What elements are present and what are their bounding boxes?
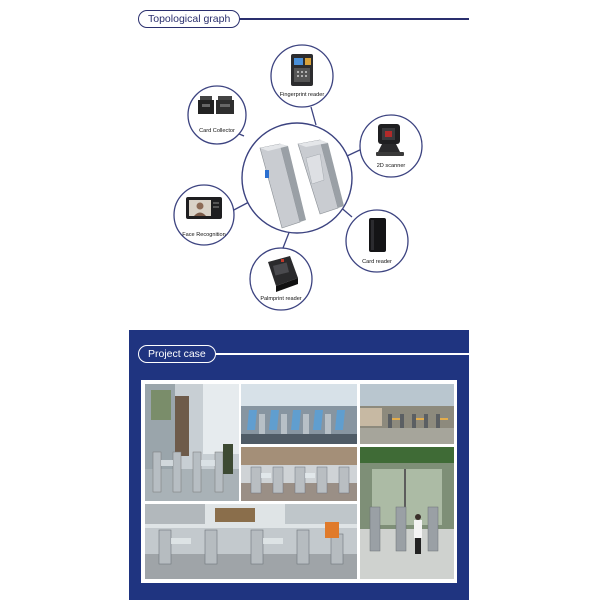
device-card-collector	[188, 86, 246, 144]
card-collector-label: Card Collector	[199, 128, 235, 134]
2d-scanner-label: 2D scanner	[376, 163, 406, 169]
photo-outdoor-gates	[360, 384, 454, 444]
photo-lobby-turnstiles	[241, 447, 357, 501]
photo-gallery	[141, 380, 457, 583]
face-recognition-label: Face Recognition	[182, 232, 226, 238]
header-divider	[216, 353, 469, 355]
project-title: Project case	[138, 345, 216, 363]
device-face-recognition	[174, 185, 234, 245]
photo-factory-turnstiles	[145, 504, 357, 579]
card-reader-image	[369, 218, 386, 252]
card-reader-label: Card reader	[362, 259, 392, 265]
device-card-reader	[346, 210, 408, 272]
device-palmprint-reader	[250, 248, 312, 310]
photo-glass-gates-hall	[241, 384, 357, 444]
device-fingerprint-reader	[271, 45, 333, 107]
face-recognition-image	[186, 197, 222, 219]
palmprint-reader-label: Palmprint reader	[260, 296, 302, 302]
project-section-header	[138, 345, 469, 363]
device-2d-scanner	[360, 115, 422, 177]
photo-glass-door-turnstiles	[360, 447, 454, 579]
fingerprint-reader-label: Fingerprint reader	[279, 92, 325, 98]
connector-fingerprint	[311, 107, 316, 125]
project-case-panel	[129, 330, 469, 600]
fingerprint-reader-image	[291, 54, 313, 86]
turnstile-node	[242, 123, 352, 233]
topology-title: Topological graph	[138, 10, 240, 28]
topology-section-header	[138, 10, 469, 28]
photo-office-lobby	[145, 384, 239, 501]
topology-diagram	[130, 30, 470, 330]
header-divider	[240, 18, 469, 20]
